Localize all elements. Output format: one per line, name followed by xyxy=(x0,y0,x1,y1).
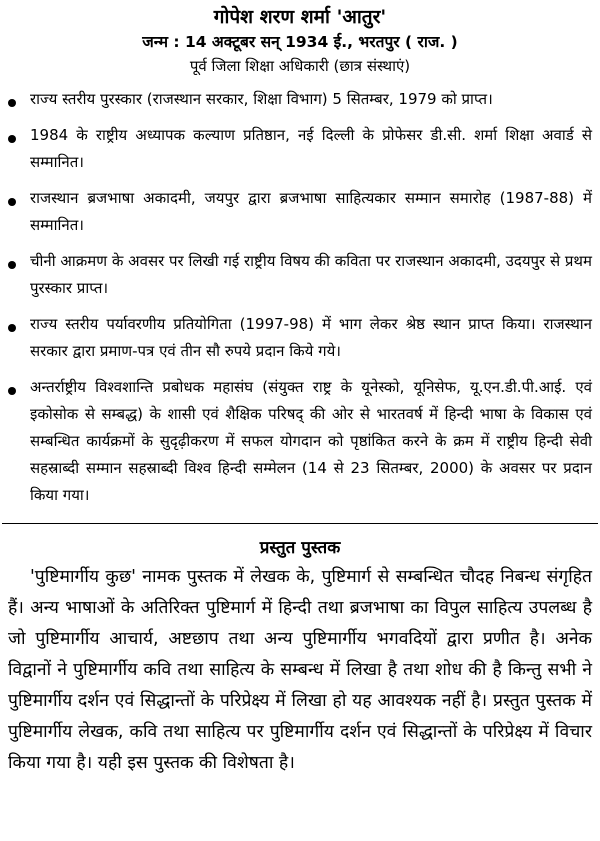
section-title: प्रस्तुत पुस्तक xyxy=(259,538,341,558)
award-text: राजस्थान ब्रजभाषा अकादमी, जयपुर द्वारा ब्रजभाषा साहित्यकार सम्मान समारोह (1987-88) में सम्मानित। xyxy=(30,189,592,234)
award-text: चीनी आक्रमण के अवसर पर लिखी गई राष्ट्रीय विषय की कविता पर राजस्थान अकादमी, उदयपुर से प्रथम पुरस्कार प्राप्त। xyxy=(30,252,592,297)
author-header xyxy=(8,4,592,78)
bullet-icon xyxy=(8,135,16,143)
awards-list xyxy=(8,86,592,509)
award-text: 1984 के राष्ट्रीय अध्यापक कल्याण प्रतिष्ठान, नई दिल्ली के प्रोफेसर डी.सी. शर्मा शिक्षा अवार्ड से सम्मानित। xyxy=(30,126,592,171)
award-text: राज्य स्तरीय पर्यावरणीय प्रतियोगिता (1997-98) में भाग लेकर श्रेष्ठ स्थान प्राप्त किया। राजस्थान सरकार द्वारा प्रमाण-पत्र एवं तीन सौ रुपये प्रदान किये गये। xyxy=(30,315,592,360)
bullet-icon xyxy=(8,99,16,107)
bullet-icon xyxy=(8,198,16,206)
award-item xyxy=(8,311,592,365)
award-item xyxy=(8,374,592,509)
author-name: गोपेश शरण शर्मा 'आतुर' xyxy=(213,6,387,28)
award-item xyxy=(8,248,592,302)
bullet-icon xyxy=(8,387,16,395)
award-item xyxy=(8,86,592,113)
author-designation: पूर्व जिला शिक्षा अधिकारी (छात्र संस्थाएं) xyxy=(189,57,411,75)
bullet-icon xyxy=(8,261,16,269)
author-birth-details: जन्म : 14 अक्टूबर सन् 1934 ई., भरतपुर ( राज. ) xyxy=(142,33,458,51)
book-section xyxy=(8,536,592,779)
award-item xyxy=(8,185,592,239)
book-description: 'पुष्टिमार्गीय कुछ' नामक पुस्तक में लेखक के, पुष्टिमार्ग से सम्बन्धित चौदह निबन्ध संगृहित हैं। अन्य भाषाओं के अतिरिक्त पुष्टिमार्ग में हिन्दी तथा ब्रजभाषा का विपुल साहित्य उपलब्ध है जो पुष्टिमार्गीय आचार्य, अष्टछाप तथा अन्य पुष्टिमार्गीय भगवदियों द्वारा प्रणीत है। अनेक विद्वानों ने पुष्टिमार्गीय कवि तथा साहित्य के सम्बन्ध में लिखा है तथा शोध की है किन्तु सभी ने पुष्टिमार्गीय दर्शन एवं सिद्धान्तों के परिप्रेक्ष्य में लिखा हो यह आवश्यक नहीं है। प्रस्तुत पुस्तक में पुष्टिमार्गीय लेखक, कवि तथा साहित्य पर पुष्टिमार्गीय दर्शन एवं सिद्धान्तों के परिप्रेक्ष्य में विचार किया गया है। यही इस पुस्तक की विशेषता है। xyxy=(8,567,592,773)
award-item xyxy=(8,122,592,176)
section-divider xyxy=(2,523,598,524)
bullet-icon xyxy=(8,324,16,332)
award-text: राज्य स्तरीय पुरस्कार (राजस्थान सरकार, शिक्षा विभाग) 5 सितम्बर, 1979 को प्राप्त। xyxy=(30,90,493,108)
award-text: अन्तर्राष्ट्रीय विश्वशान्ति प्रबोधक महासंघ (संयुक्त राष्ट्र के यूनेस्को, यूनिसेफ, यू.एन.डी.पी.आई. एवं इकोसोक से सम्बद्ध) के शासी एवं शैक्षिक परिषद् की ओर से भारतवर्ष में हिन्दी भाषा के विकास एवं सम्बन्धित कार्यक्रमों के सुदृढ़ीकरण में सफल योगदान को पृष्ठांकित करने के क्रम में राष्ट्रीय हिन्दी सेवी सहस्राब्दी सम्मान सहस्राब्दी विश्व हिन्दी सम्मेलन (14 से 23 सितम्बर, 2000) के अवसर पर प्रदान किया गया। xyxy=(30,378,592,504)
